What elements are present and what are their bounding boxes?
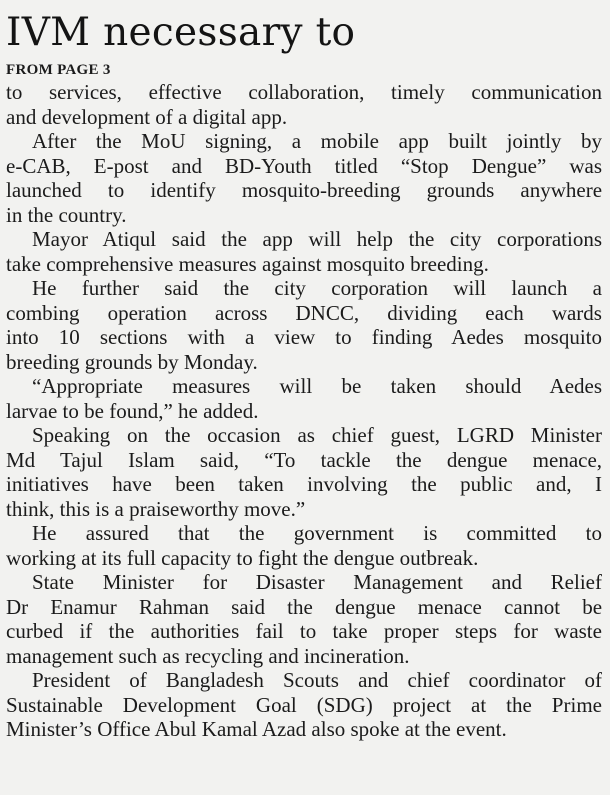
paragraph [6,374,602,423]
text-line: Sustainable Development Goal (SDG) project at the Prime [6,692,602,717]
paragraph [6,423,602,521]
text-line: in the country. [6,202,127,227]
text-line: think, this is a praiseworthy move.” [6,496,306,521]
headline: IVM necessary to [6,10,356,55]
text-line: Speaking on the occasion as chief guest, LGRD Minister [32,423,602,447]
text-line: launched to identify mosquito-breeding grounds anywhere [6,178,603,202]
text-line: After the MoU signing, a mobile app built jointly by [32,129,603,153]
paragraph [6,521,602,570]
text-line: combing operation across DNCC, dividing each wards [6,300,602,325]
paragraph [6,129,602,227]
text-line: “Appropriate measures will be taken should Aedes [32,374,603,398]
text-line: Mayor Atiqul said the app will help the city corporations [32,227,602,251]
paragraph [6,276,602,374]
text-line: President of Bangladesh Scouts and chief coordinator of [32,668,602,692]
paragraph [6,570,602,668]
text-line: to services, effective collaboration, timely communication [6,80,603,104]
text-line: take comprehensive measures against mosquito breeding. [6,251,489,276]
text-line: He further said the city corporation will launch a [32,276,602,300]
text-line: breeding grounds by Monday. [6,349,258,374]
paragraph [6,227,602,276]
text-line: Minister’s Office Abul Kamal Azad also spoke at the event. [6,717,507,741]
jump-line: FROM PAGE 3 [6,62,111,78]
text-line: State Minister for Disaster Management and Relief [32,570,602,594]
text-line: He assured that the government is committed to [32,521,602,545]
text-line: management such as recycling and incineration. [6,643,410,668]
text-line: Md Tajul Islam said, “To tackle the dengue menace, [6,447,603,472]
text-line: curbed if the authorities fail to take proper steps for waste [6,619,602,643]
article-body [6,80,602,742]
paragraph [6,80,602,129]
text-line: initiatives have been taken involving the public and, I [6,472,602,496]
paragraph [6,668,602,742]
text-line: and development of a digital app. [6,104,288,129]
text-line: into 10 sections with a view to finding Aedes mosquito [6,325,603,349]
text-line: e-CAB, E-post and BD-Youth titled “Stop Dengue” was [6,153,603,178]
text-line: working at its full capacity to fight the dengue outbreak. [6,545,479,570]
text-line: Dr Enamur Rahman said the dengue menace cannot be [6,594,603,619]
text-line: larvae to be found,” he added. [6,398,259,423]
